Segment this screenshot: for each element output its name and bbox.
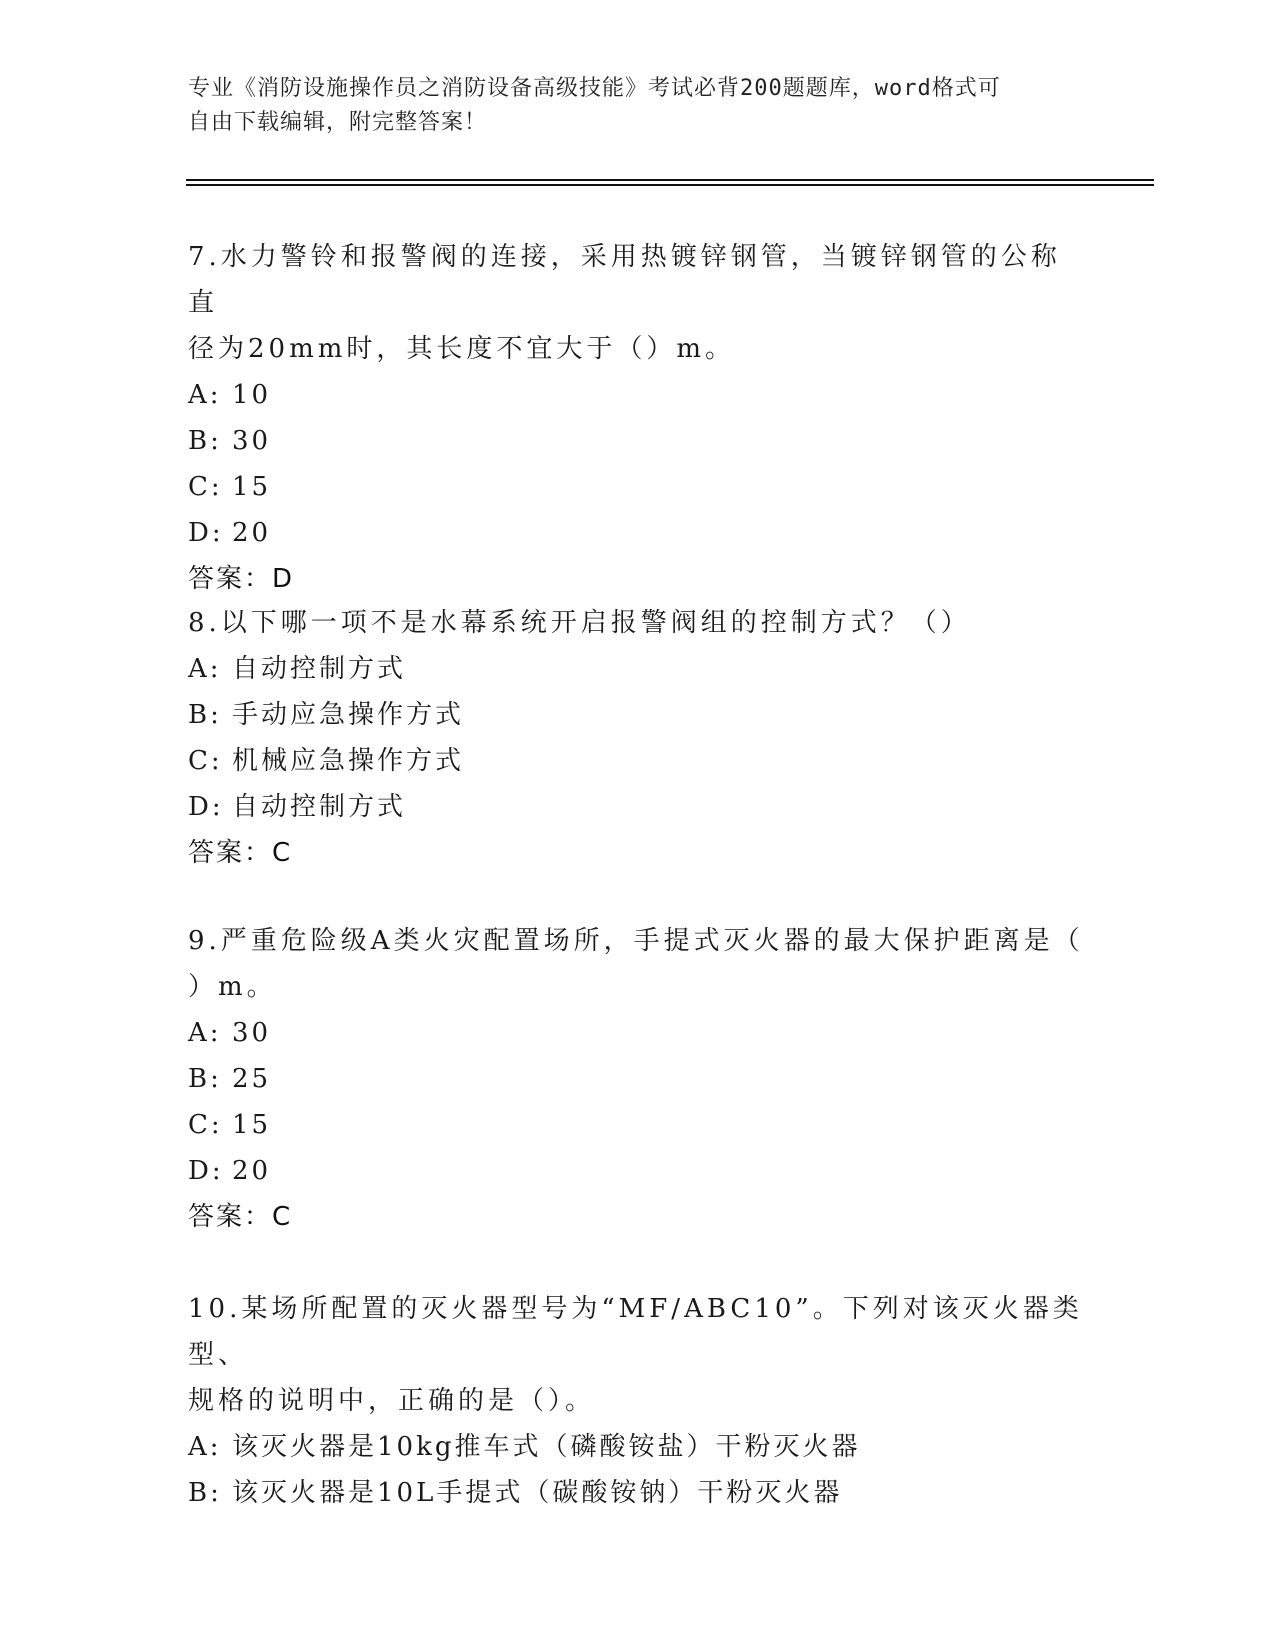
option-label: A: [188,1018,222,1048]
header-divider [186,179,1154,181]
header-line: 专业《消防设施操作员之消防设备高级技能》考试必背200题题库，word格式可 [188,76,1001,101]
option-text: 25 [232,1064,272,1094]
option-b [188,418,1088,464]
option-text: 20 [232,1156,272,1186]
option-text: 手动应急操作方式 [232,700,465,730]
option-label: B: [188,426,222,456]
option-a [188,1424,1088,1470]
option-label: D: [188,1156,224,1186]
option-a [188,1010,1088,1056]
option-text: 30 [232,426,272,456]
option-label: C: [188,746,223,776]
question-stem: 7.水力警铃和报警阀的连接，采用热镀锌钢管，当镀锌钢管的公称直 [188,242,1061,318]
option-text: 自动控制方式 [232,654,407,684]
option-text: 自动控制方式 [232,792,407,822]
option-text: 该灭火器是10L手提式（碳酸铵钠）干粉灭火器 [232,1478,843,1508]
question-stem: ）m。 [188,972,277,1002]
option-c [188,1102,1088,1148]
option-label: A: [188,654,222,684]
question-8 [188,600,1088,876]
document-header [188,72,1088,140]
option-text: 10 [232,380,272,410]
question-stem: 10.某场所配置的灭火器型号为“MF/ABC10”。下列对该灭火器类型、 [188,1294,1083,1370]
option-label: C: [188,1110,223,1140]
question-9 [188,918,1088,1240]
option-text: 30 [232,1018,272,1048]
option-label: A: [188,380,222,410]
option-c [188,738,1088,784]
header-divider [186,184,1154,186]
option-d [188,510,1088,556]
option-a [188,646,1088,692]
option-label: A: [188,1432,222,1462]
option-text: 15 [232,1110,272,1140]
question-stem: 径为20mm时，其长度不宜大于（）m。 [188,334,736,364]
question-10 [188,1286,1088,1516]
question-stem: 8.以下哪一项不是水幕系统开启报警阀组的控制方式？（） [188,608,971,638]
option-text: 该灭火器是10kg推车式（磷酸铵盐）干粉灭火器 [232,1432,861,1462]
option-c [188,464,1088,510]
option-label: D: [188,792,224,822]
question-7 [188,234,1088,602]
option-label: B: [188,700,222,730]
option-label: B: [188,1064,222,1094]
option-b [188,1056,1088,1102]
option-text: 20 [232,518,272,548]
question-stem: 9.严重危险级A类火灾配置场所，手提式灭火器的最大保护距离是（ [188,926,1084,956]
option-d [188,1148,1088,1194]
option-label: B: [188,1478,222,1508]
option-text: 15 [232,472,272,502]
header-line: 自由下载编辑，附完整答案！ [188,110,488,135]
option-label: D: [188,518,224,548]
option-label: C: [188,472,223,502]
option-b [188,1470,1088,1516]
option-d [188,784,1088,830]
option-a [188,372,1088,418]
answer: 答案：C [188,1202,293,1232]
option-text: 机械应急操作方式 [232,746,465,776]
option-b [188,692,1088,738]
answer: 答案：C [188,838,293,868]
question-stem: 规格的说明中，正确的是（）。 [188,1386,596,1416]
answer: 答案：D [188,564,295,594]
